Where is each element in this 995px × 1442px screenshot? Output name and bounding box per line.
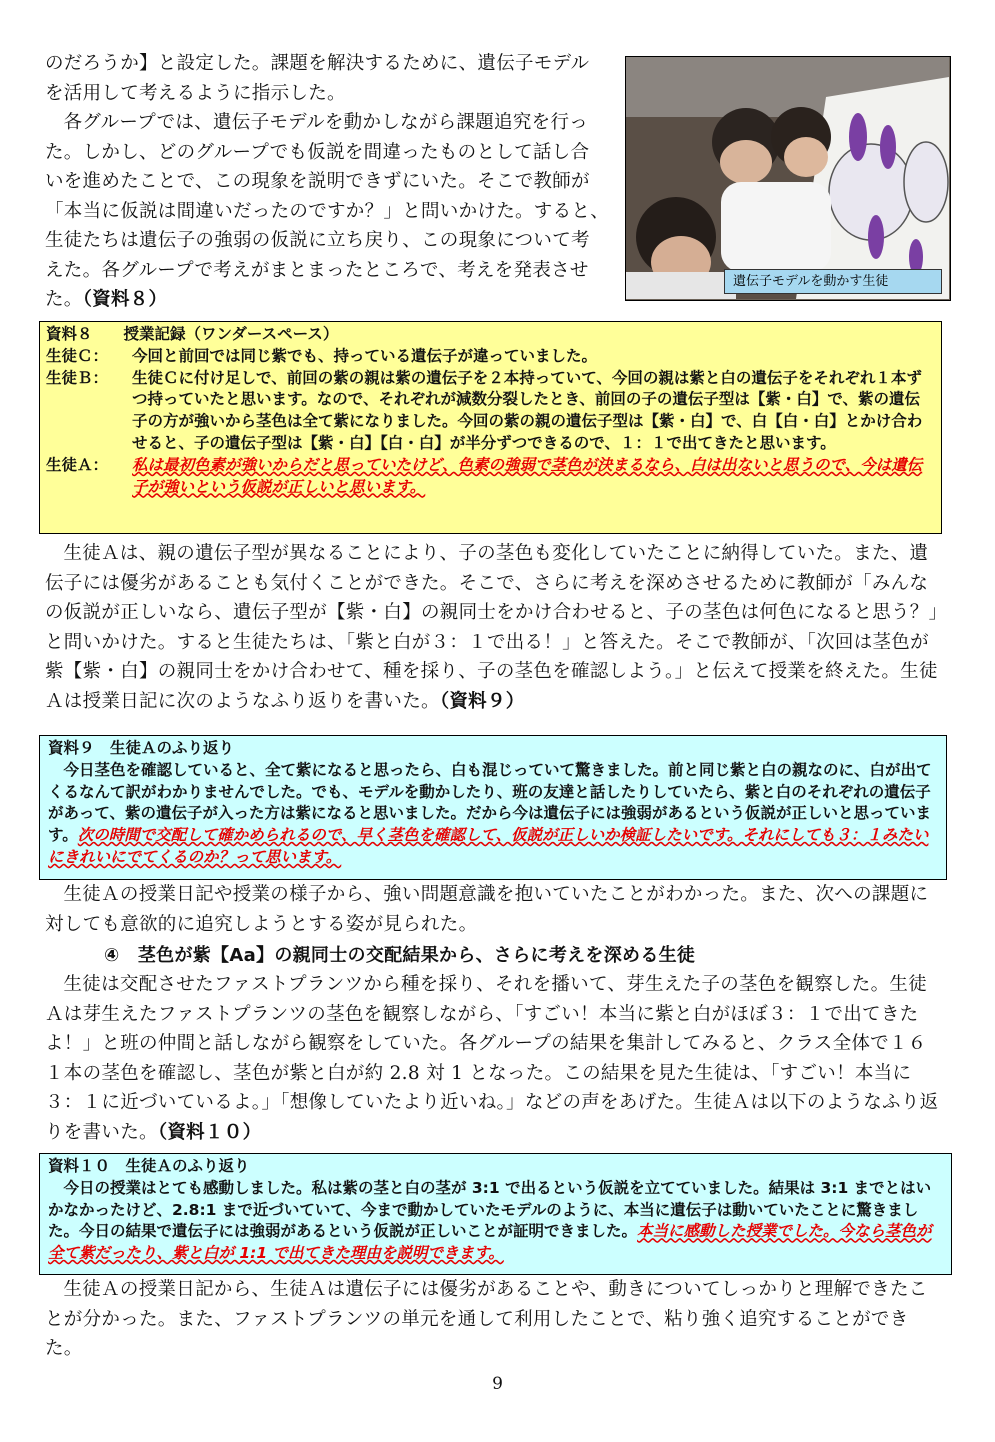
material-10-box (39, 1153, 952, 1275)
photo-illustration (626, 57, 949, 299)
material-10-title: 資料１０ 生徒Ａのふり返り (48, 1157, 250, 1175)
utterance-b: 生徒Ｃに付け足しで、前回の紫の親は紫の遺伝子を２本持っていて、今回の親は紫と白の遺伝子をそれぞれ１本ずつ持っていたと思います。なので、それぞれが減数分裂したとき、前回の子の遺伝子型は【紫・白】で、紫の遺伝子の方が強いから茎色は全て紫になりました。今回の紫の親の遺伝子型は【紫・白】で、白【白・白】とかけ合わせると、子の遺伝子型は【紫・白】【白・白】が半分ずつできるので、１：１で出てきたと思います。 (132, 368, 923, 452)
material-9-box (39, 735, 947, 880)
reference-9: （資料９） (439, 690, 525, 712)
speaker-a: 生徒Ａ： (46, 455, 109, 474)
paragraph-5: 生徒Ａの授業日記から、生徒Ａは遺伝子には優劣があることや、動きについてしっかりと理解できたことが分かった。また、ファストプランツの単元を通して利用したことで、粘り強く追究することができた。 (45, 1279, 928, 1359)
speaker-c: 生徒Ｃ： (46, 346, 109, 365)
section-heading-4: ④ 茎色が紫【Aa】の親同士の交配結果から、さらに考えを深める生徒 (104, 945, 696, 966)
photo-caption: 遺伝子モデルを動かす生徒 (724, 269, 942, 294)
material-9-title: 資料９ 生徒Ａのふり返り (48, 739, 235, 757)
intro-text (45, 49, 615, 315)
reference-10: （資料１０） (157, 1121, 262, 1143)
intro-line: た。 (45, 289, 83, 310)
page-number: 9 (492, 1374, 503, 1394)
utterance-a: 私は最初色素が強いからだと思っていたけど、色素の強弱で茎色が決まるなら、白は出ないと思うので、今は遺伝子が強いという仮説が正しいと思います。 (132, 455, 923, 496)
intro-line: 「本当に仮説は間違いだったのですか？」と問いかけた。すると、 (45, 200, 610, 222)
paragraph-2: 生徒Ａは、親の遺伝子型が異なることにより、子の茎色も変化していたことに納得していた。また、遺伝子には優劣があることも気付くことができた。そこで、さらに考えを深めさせるために教師が「みんなの仮説が正しいなら、遺伝子型が【紫・白】の親同士をかけ合わせると、子の茎色は何色になると思う？」と問いかけた。すると生徒たちは、「紫と白が３：１で出る！」と答えた。そこで教師が、「次回は茎色が紫【紫・白】の親同士をかけ合わせて、種を採り、子の茎色を確認しよう。」と伝えて授業を終えた。生徒Ａは授業日記に次のようなふり返りを書いた。 (45, 543, 939, 712)
material-9-highlight: 次の時間で交配して確かめられるので、早く茎色を確認して、仮説が正しいか検証したいです。それにしても３：１みたいにきれいにでてくるのか？って思います。 (48, 826, 929, 866)
reference-8: （資料８） (82, 289, 168, 310)
dialogue-student-c (46, 346, 933, 368)
dialogue-student-a (46, 455, 933, 499)
intro-line: のだろうか】と設定した。課題を解決するために、遺伝子モデル (45, 53, 590, 74)
speaker-b: 生徒Ｂ： (46, 368, 109, 387)
intro-line: いを進めたことで、この現象を説明できずにいた。そこで教師が (45, 171, 590, 192)
material-10-highlight: 本当に感動した授業でした。今なら茎色が全て紫だったり、紫と白が 1:1 で出てきた理由を説明できます。 (48, 1222, 932, 1263)
paragraph-4: 生徒は交配させたファストプランツから種を採り、それを播いて、芽生えた子の茎色を観察した。生徒Ａは芽生えたファストプランツの茎色を観察しながら、「すごい！本当に紫と白がほぼ３：１で出てきたよ！」と班の仲間と話しながら観察をしていた。各グループの結果を集計してみると、クラス全体で１６１本の茎色を確認し、茎色が紫と白が約 2.8 対 1 となった。この結果を見た生徒は、「すごい！本当に３：１に近づいているよ。」「想像していたより近いね。」などの声をあげた。生徒Ａは以下のようなふり返りを書いた。 (45, 974, 939, 1143)
intro-line: 生徒たちは遺伝子の強弱の仮説に立ち戻り、この現象について考 (45, 230, 590, 251)
material-9-body: 今日茎色を確認していると、全て紫になると思ったら、白も混じっていて驚きました。前と同じ紫と白の親なのに、白が出てくるなんて訳がわかりませんでした。でも、モデルを動かしたり、班の友達と話したりしていたら、紫と白のそれぞれの遺伝子があって、紫の遺伝子が入った方は紫になると思いました。だから今は遺伝子には強弱があるという仮説が正しいと思っています。 (48, 760, 932, 845)
intro-line: を活用して考えるように指示した。 (45, 82, 346, 104)
dialogue-student-b (46, 368, 933, 455)
intro-line: えた。各グループで考えがまとまったところで、考えを発表させ (45, 259, 589, 281)
intro-line: た。しかし、どのグループでも仮説を間違ったものとして話し合 (45, 141, 590, 163)
classroom-photo (625, 56, 951, 301)
intro-line: 各グループでは、遺伝子モデルを動かしながら課題追究を行っ (63, 112, 589, 133)
utterance-c: 今回と前回では同じ紫でも、持っている遺伝子が違っていました。 (132, 346, 598, 365)
material-10-body: 今日の授業はとても感動しました。私は紫の茎と白の茎が 3:1 で出るという仮説を立てていました。結果は 3:1 までとはいかなかったけど、2.8:1 まで近づいていて、今まで動かしていたモデルのように、本当に遺伝子は動いていたことに驚きました。今日の結果で遺伝子には強弱があるという仮説が正しいことが証明できました。 (48, 1178, 932, 1241)
paragraph-3: 生徒Ａの授業日記や授業の様子から、強い問題意識を抱いていたことがわかった。また、次への課題に対しても意欲的に追究しようとする姿が見られた。 (45, 884, 929, 935)
material-8-title: 資料８ 授業記録（ワンダースペース） (46, 325, 339, 343)
material-8-box (39, 321, 942, 534)
